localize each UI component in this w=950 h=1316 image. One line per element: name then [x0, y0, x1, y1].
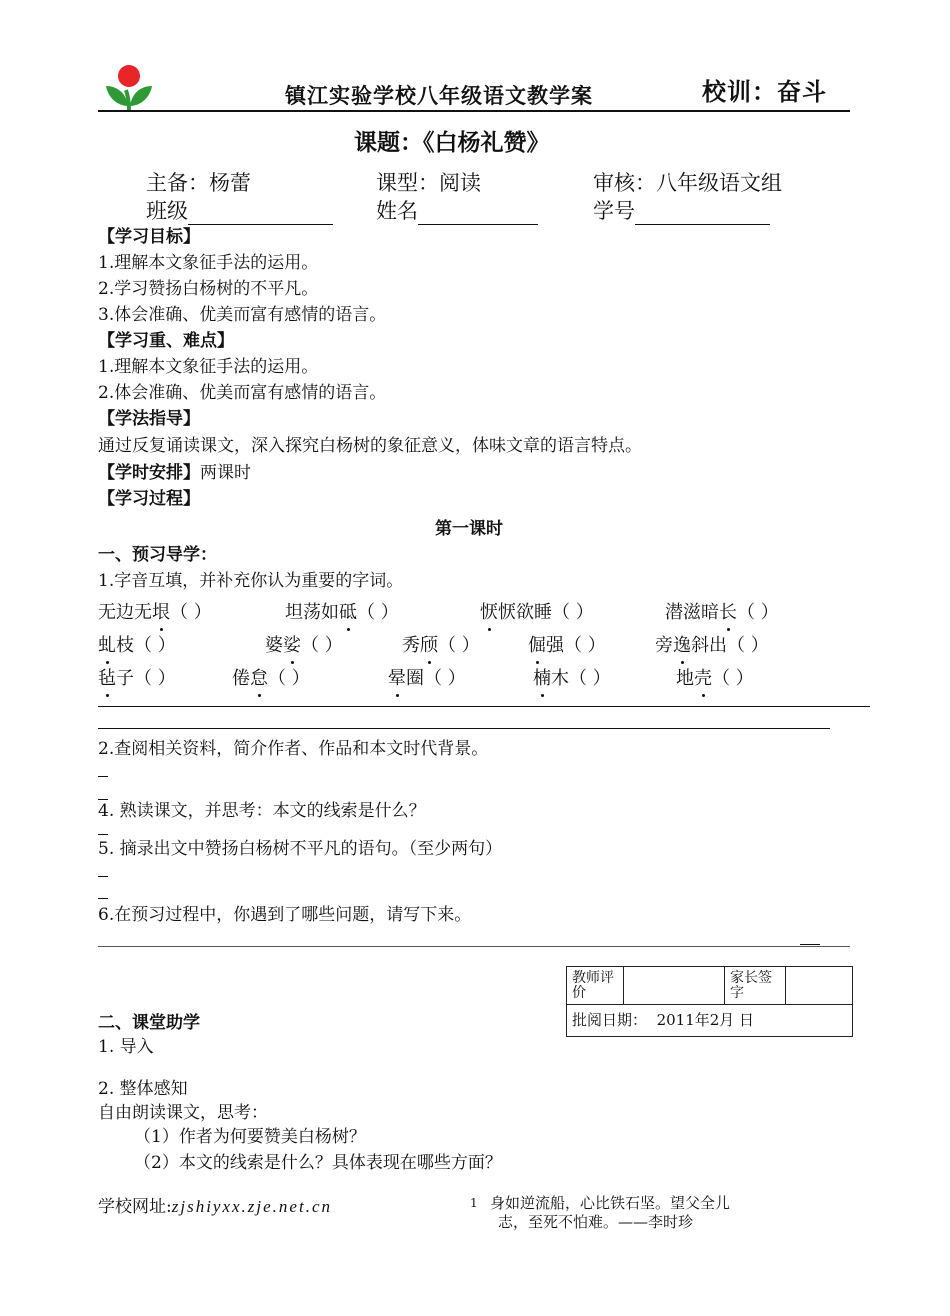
- id-label: 学号: [593, 199, 635, 223]
- reviewer: 审核：八年级语文组: [593, 171, 782, 195]
- question-5: 5. 摘录出文中赞扬白杨树不平凡的语句。（至少两句）: [98, 839, 503, 859]
- word-item[interactable]: 秀颀（ ）: [402, 631, 480, 657]
- word-item[interactable]: 晕圈（ ）: [388, 664, 466, 690]
- answer-line[interactable]: [98, 728, 830, 729]
- review-date: [567, 1005, 853, 1037]
- parent-sign-label: 家长签字: [725, 967, 786, 1005]
- method-text: 通过反复诵读课文，深入探究白杨树的象征意义，体味文章的语言特点。: [98, 436, 642, 456]
- schedule-heading: 【学时安排】: [98, 463, 200, 483]
- class-label: 班级: [146, 199, 188, 223]
- review-date-label: 批阅日期：: [572, 1011, 648, 1029]
- word-item[interactable]: 坦荡如砥（ ）: [285, 598, 399, 624]
- objective-item: 3.体会准确、优美而富有感情的语言。: [98, 305, 387, 325]
- header-rule: [98, 110, 850, 112]
- lesson-type: 课型：阅读: [376, 171, 481, 195]
- question-2: 2.查阅相关资料，简介作者、作品和本文时代背景。: [98, 739, 489, 759]
- class-blank[interactable]: [188, 204, 333, 225]
- method-heading: 【学法指导】: [98, 409, 200, 429]
- lesson1-title: 第一课时: [435, 519, 503, 539]
- answer-stub[interactable]: [98, 898, 108, 899]
- school-title: 镇江实验学校八年级语文教学案: [285, 84, 593, 108]
- id-field: [593, 195, 770, 225]
- process-heading: 【学习过程】: [98, 489, 200, 509]
- classroom-instruction: 自由朗读课文，思考：: [98, 1103, 268, 1123]
- name-field: [376, 195, 538, 225]
- name-label: 姓名: [376, 199, 418, 223]
- question-4: 4. 熟读课文，并思考：本文的线索是什么？: [98, 801, 426, 821]
- review-date-value: 2011年2月 日: [656, 1011, 755, 1029]
- word-item[interactable]: 倦怠（ ）: [232, 664, 310, 690]
- review-table: [566, 966, 853, 1037]
- classroom-question: （1）作者为何要赞美白杨树？: [134, 1127, 366, 1147]
- classroom-step-2: 2. 整体感知: [98, 1079, 188, 1099]
- word-item[interactable]: 潜滋暗长（ ）: [665, 598, 779, 624]
- page-number: 1: [470, 1196, 478, 1210]
- page-title: 课题：《白杨礼赞》: [354, 130, 550, 156]
- word-item[interactable]: 恹恹欲睡（ ）: [480, 598, 594, 624]
- answer-stub[interactable]: [98, 799, 108, 800]
- answer-stub[interactable]: [98, 834, 108, 835]
- word-item[interactable]: 无边无垠（ ）: [98, 602, 212, 623]
- answer-stub[interactable]: [98, 776, 108, 777]
- question-6: 6.在预习过程中，你遇到了哪些问题，请写下来。: [98, 905, 472, 925]
- chief-editor: 主备：杨蕾: [146, 171, 251, 195]
- quote-line-2: 志，至死不怕难。——李时珍: [498, 1213, 694, 1231]
- classroom-heading: 二、课堂助学: [98, 1013, 200, 1033]
- key-point-item: 1.理解本文象征手法的运用。: [98, 357, 319, 377]
- name-blank[interactable]: [418, 204, 538, 225]
- word-item[interactable]: 毡子（ ）: [98, 664, 176, 690]
- word-item[interactable]: 楠木（ ）: [533, 664, 611, 690]
- teacher-eval-cell[interactable]: [624, 967, 725, 1005]
- word-item[interactable]: 地壳（ ）: [676, 664, 754, 690]
- parent-sign-cell[interactable]: [786, 967, 853, 1005]
- school-logo: [100, 62, 158, 112]
- objective-item: 1.理解本文象征手法的运用。: [98, 253, 319, 273]
- school-motto: 校训：奋斗: [702, 78, 827, 106]
- school-website: [98, 1192, 332, 1217]
- classroom-question: （2）本文的线索是什么？具体表现在哪些方面？: [134, 1153, 502, 1173]
- teacher-eval-label: 教师评价: [567, 967, 624, 1005]
- word-item[interactable]: 婆娑（ ）: [265, 631, 343, 657]
- question-1: 1.字音互填，并补充你认为重要的字词。: [98, 571, 404, 591]
- answer-line-end: [800, 944, 820, 945]
- classroom-step-1: 1. 导入: [98, 1037, 154, 1057]
- word-item[interactable]: 虬枝（ ）: [98, 631, 176, 657]
- word-item[interactable]: 倔强（ ）: [528, 631, 606, 657]
- key-point-item: 2.体会准确、优美而富有感情的语言。: [98, 383, 387, 403]
- quote-line-1: 身如逆流船，心比铁石坚。望父全儿: [490, 1194, 731, 1212]
- objectives-heading: 【学习目标】: [98, 227, 200, 247]
- id-blank[interactable]: [635, 204, 770, 225]
- objective-item: 2.学习赞扬白杨树的不平凡。: [98, 279, 319, 299]
- word-item[interactable]: 旁逸斜出（ ）: [655, 631, 769, 657]
- schedule-text: 两课时: [200, 463, 251, 483]
- website-label: 学校网址:: [98, 1197, 172, 1217]
- answer-line[interactable]: [98, 706, 870, 707]
- answer-stub[interactable]: [98, 876, 108, 877]
- class-field: [146, 195, 333, 225]
- key-points-heading: 【学习重、难点】: [98, 331, 234, 351]
- pinyin-row-1: [98, 598, 212, 624]
- preview-heading: 一、预习导学：: [98, 545, 217, 565]
- schedule-line: [98, 458, 251, 483]
- website-url[interactable]: zjshiyxx.zje.net.cn: [171, 1197, 332, 1216]
- answer-line[interactable]: [98, 946, 850, 947]
